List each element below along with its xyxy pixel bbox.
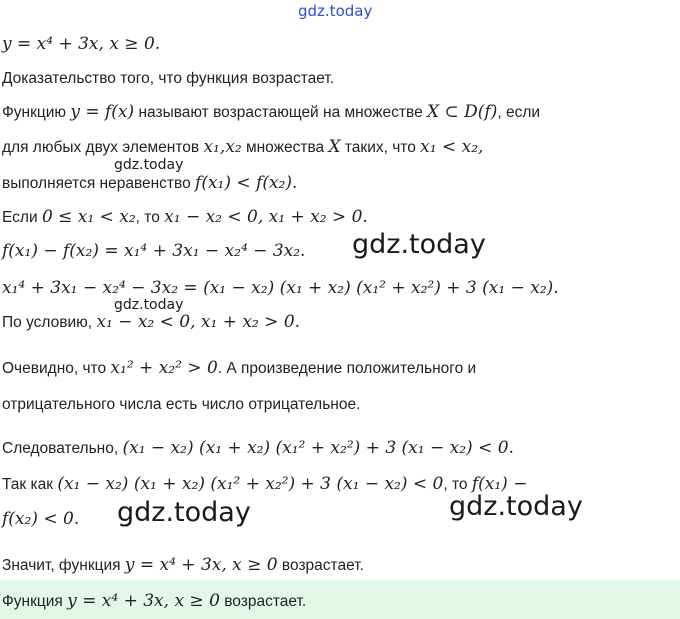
condition-line [2, 206, 680, 229]
product-line: отрицательного числа есть число отрицательное. [2, 396, 361, 413]
text: Очевидно, что [2, 360, 111, 377]
formula: (x₁ − x₂) (x₁ + x₂) (x₁² + x₂²) + 3 (x₁ − x₂) < 0. [122, 438, 514, 458]
text: таких, что [340, 139, 421, 156]
text: Следовательно, [2, 440, 123, 457]
text: . А произведение положительного и [217, 360, 477, 377]
answer-box [0, 580, 680, 619]
text: Так как [2, 476, 58, 493]
watermark-big-1: gdz.today [352, 229, 486, 260]
formula: x₁ − x₂ < 0, x₁ + x₂ > 0. [164, 207, 368, 227]
factorization-line [2, 277, 680, 300]
formula: f(x₁) − [471, 474, 528, 494]
text: Функция [2, 593, 68, 610]
formula: x₁ − x₂ < 0, x₁ + x₂ > 0. [96, 312, 301, 332]
formula: f(x₂) < 0. [2, 509, 80, 529]
text: выполняется неравенство [2, 175, 196, 192]
formula: x₁ < x₂, [420, 137, 484, 157]
formula: 0 ≤ x₁ < x₂ [41, 207, 136, 227]
text: множества [241, 139, 329, 156]
text: , то [135, 209, 165, 226]
text: Функцию [2, 104, 71, 121]
text: возрастает. [219, 593, 307, 610]
watermark-big-3: gdz.today [449, 491, 583, 522]
formula: f(x₁) < f(x₂). [195, 173, 298, 193]
definition-line-3 [2, 172, 680, 195]
formula: (x₁ − x₂) (x₁ + x₂) (x₁² + x₂²) + 3 (x₁ − x₂) < 0 [57, 474, 444, 494]
formula: x₁² + x₂² > 0 [110, 358, 218, 378]
definition-line-1 [2, 101, 680, 124]
text: для любых двух элементов [2, 139, 204, 156]
obviously-line [2, 357, 680, 380]
text: , то [443, 476, 472, 493]
answer-line [2, 590, 680, 613]
definition-line-2 [2, 136, 680, 159]
watermark-small-2: gdz.today [114, 297, 184, 313]
text: По условию, [2, 314, 97, 331]
function-definition [2, 33, 680, 56]
proof-heading: Доказательство того, что функция возрастает. [2, 70, 335, 87]
formula: y = x⁴ + 3x, x ≥ 0 [67, 591, 220, 611]
by-condition-line [2, 311, 680, 334]
formula: y = x⁴ + 3x, x ≥ 0 [124, 555, 278, 575]
therefore-line [2, 437, 680, 460]
difference-line [2, 240, 680, 263]
formula: f(x₁) − f(x₂) = x₁⁴ + 3x₁ − x₂⁴ − 3x₂. [2, 241, 306, 261]
watermark-top: gdz.today [298, 2, 373, 20]
text: Если [2, 209, 42, 226]
text: , если [497, 104, 541, 121]
formula: X [328, 137, 341, 157]
formula: y = x⁴ + 3x, x ≥ 0. [2, 34, 161, 54]
formula: x₁⁴ + 3x₁ − x₂⁴ − 3x₂ = (x₁ − x₂) (x₁ + x₂) (x₁² + x₂²) + 3 (x₁ − x₂). [2, 278, 559, 298]
text: называют возрастающей на множестве [134, 104, 427, 121]
conclusion-line [2, 554, 680, 577]
formula: y = f(x) [70, 102, 135, 122]
text: возрастает. [277, 557, 364, 574]
watermark-big-2: gdz.today [117, 497, 251, 528]
text: Значит, функция [2, 557, 125, 574]
formula: x₁,x₂ [203, 137, 242, 157]
formula: X ⊂ D(f) [427, 102, 498, 122]
watermark-small-1: gdz.today [114, 157, 184, 173]
